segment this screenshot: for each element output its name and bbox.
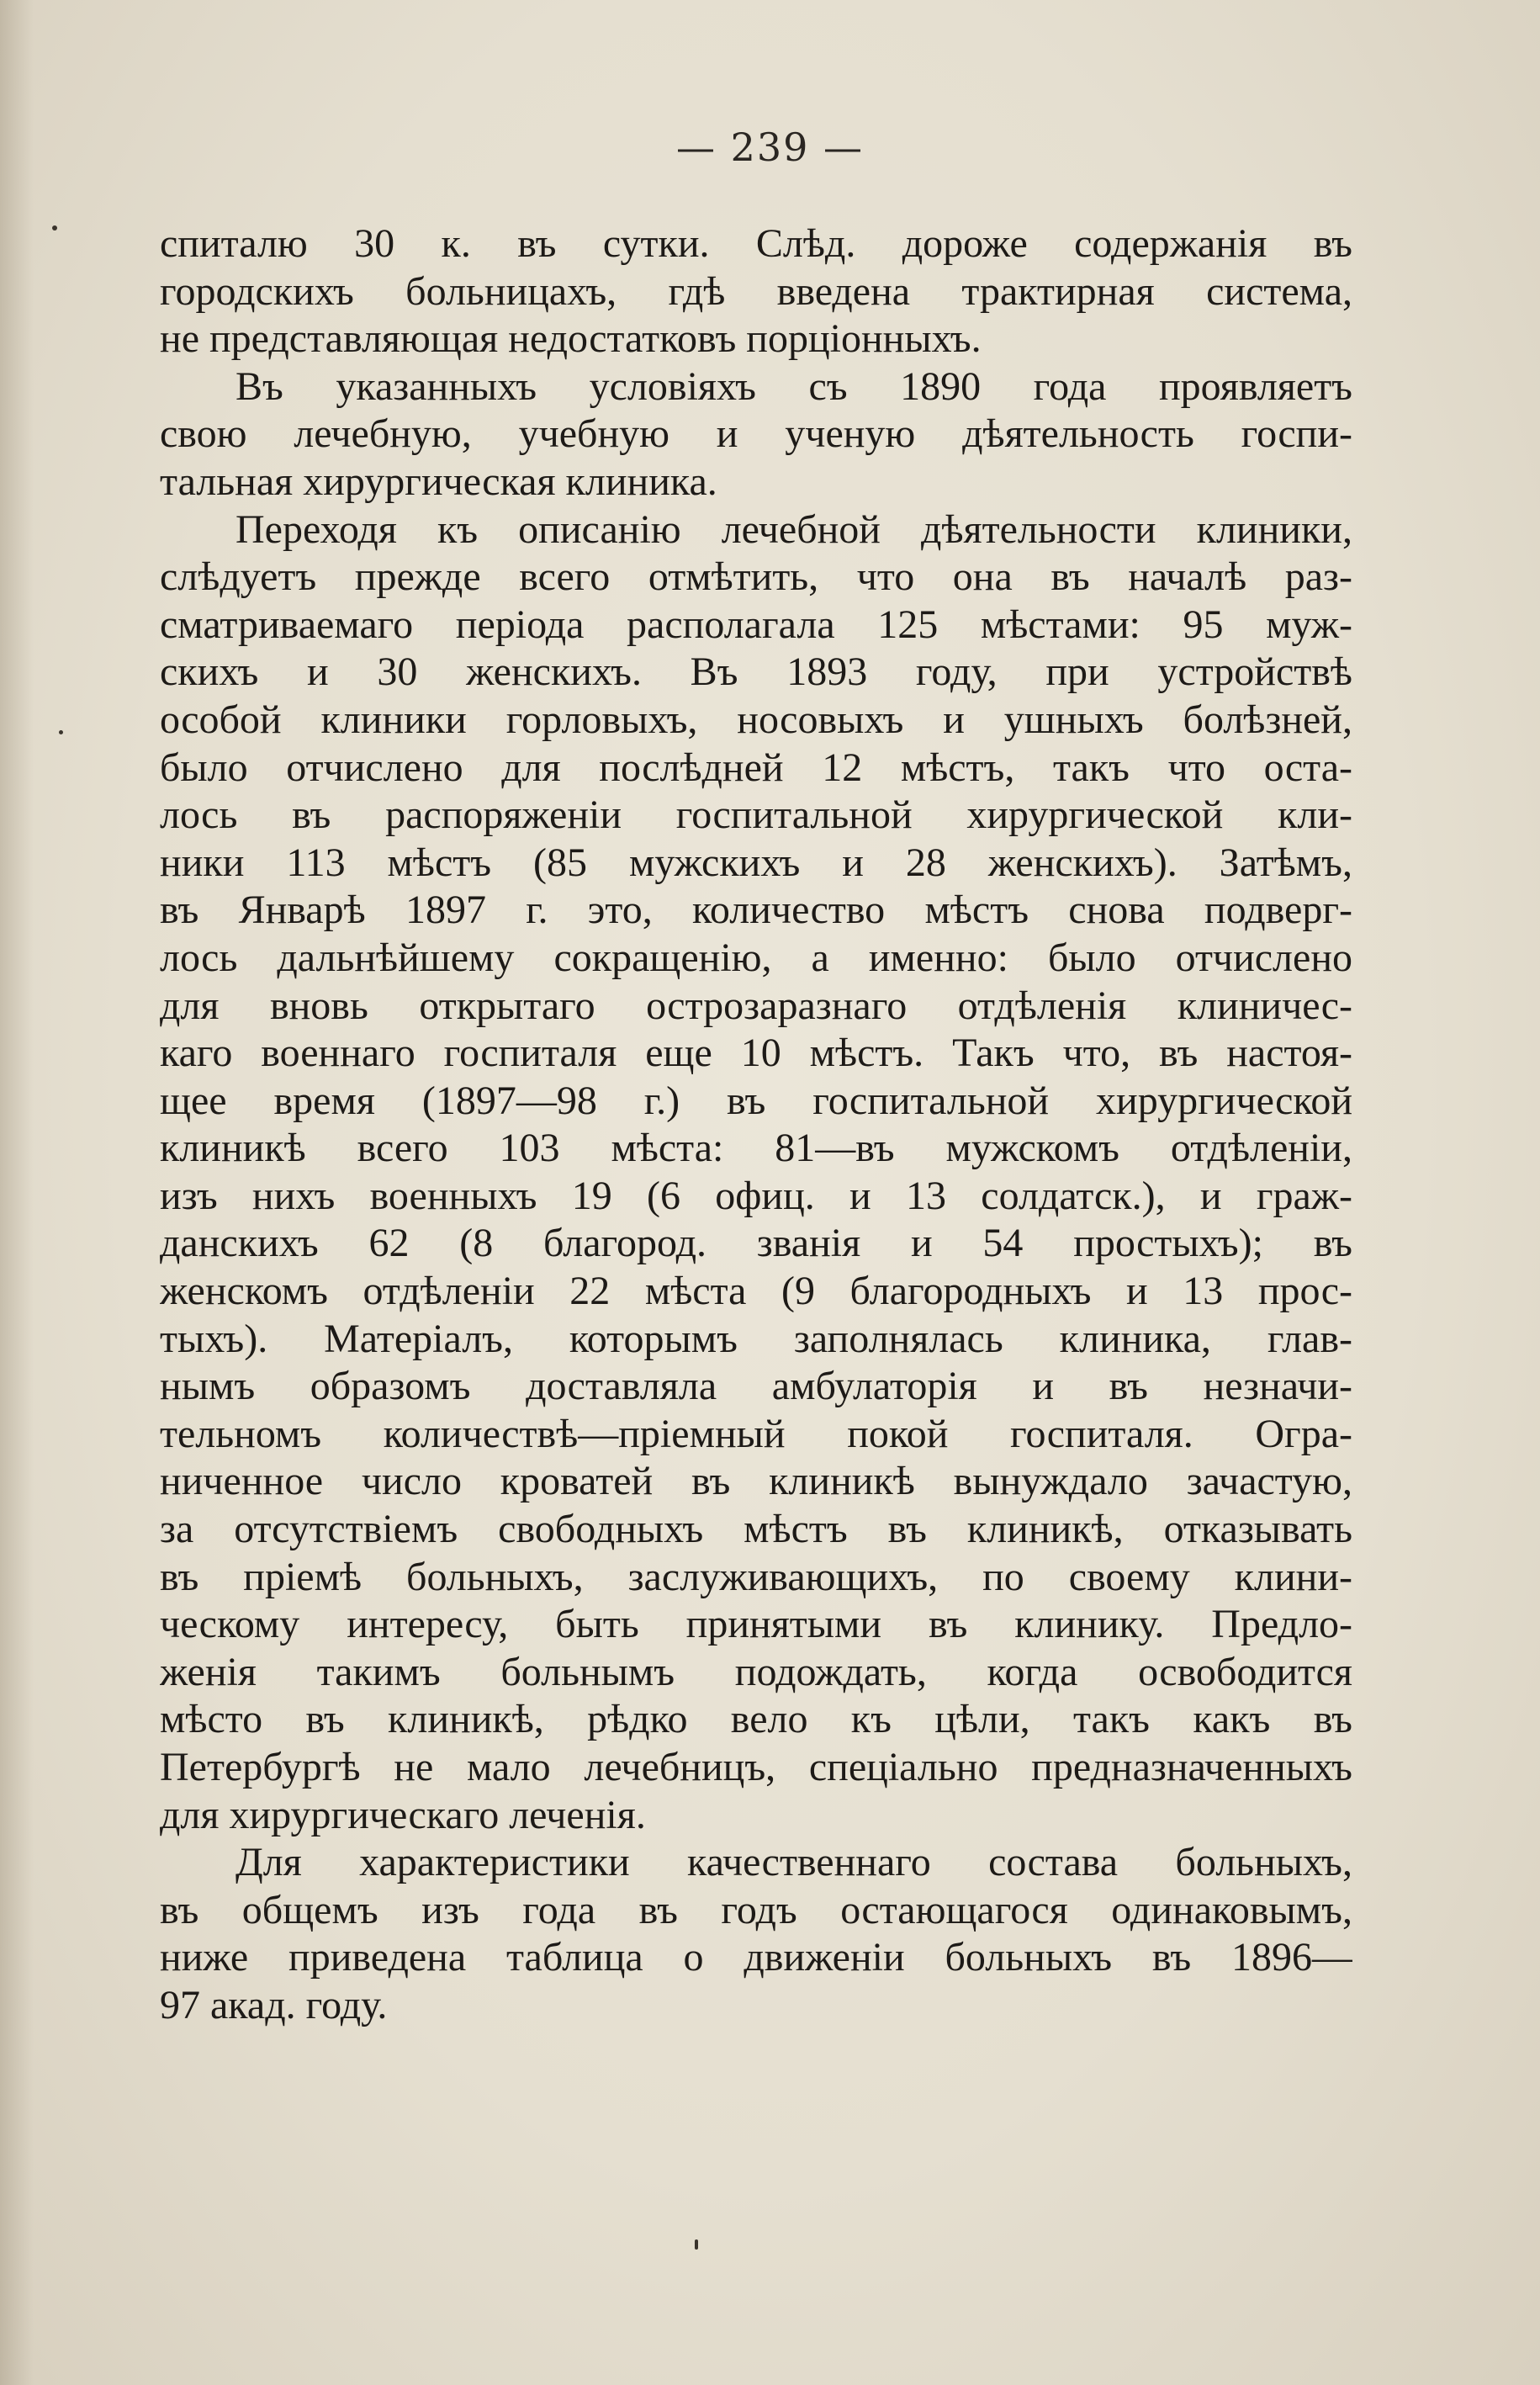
text-line: въ Январѣ 1897 г. это, количество мѣстъ снова подверг- — [160, 888, 1352, 933]
text-line: городскихъ больницахъ, гдѣ введена трактирная система, — [160, 268, 1352, 314]
text-line: данскихъ 62 (8 благород. званія и 54 простыхъ); въ — [160, 1221, 1352, 1266]
text-line: мѣсто въ клиникѣ, рѣдко вело къ цѣли, такъ какъ въ — [160, 1697, 1352, 1742]
text-line: ческому интересу, быть принятыми въ клинику. Предло- — [160, 1602, 1352, 1647]
text-line: сматриваемаго періода располагала 125 мѣстами: 95 муж- — [160, 602, 1352, 647]
text-line: женія такимъ больнымъ подождать, когда освободится — [160, 1649, 1352, 1694]
text-line: скихъ и 30 женскихъ. Въ 1893 году, при устройствѣ — [160, 649, 1352, 695]
text-line: ниченное число кроватей въ клиникѣ вынуждало зачастую, — [160, 1459, 1352, 1504]
text-line: Переходя къ описанію лечебной дѣятельности клиники, — [235, 506, 1352, 552]
text-line: въ общемъ изъ года въ годъ остающагося одинаковымъ, — [160, 1887, 1352, 1932]
text-line: Для характеристики качественнаго состава больныхъ, — [235, 1840, 1352, 1885]
paragraph — [160, 363, 1352, 506]
text-line: тыхъ). Матеріалъ, которымъ заполнялась клиника, глав- — [160, 1316, 1352, 1361]
text-line: свою лечебную, учебную и ученую дѣятельность госпи- — [160, 411, 1352, 457]
paper-speck — [59, 730, 63, 734]
text-line: 97 акад. году. — [160, 1982, 388, 2027]
text-line: Въ указанныхъ условіяхъ съ 1890 года проявляетъ — [235, 363, 1352, 409]
text-line: ники 113 мѣстъ (85 мужскихъ и 28 женскихъ). Затѣмъ, — [160, 840, 1352, 885]
text-line: слѣдуетъ прежде всего отмѣтить, что она въ началѣ раз- — [160, 554, 1352, 600]
text-line: клиникѣ всего 103 мѣста: 81—въ мужскомъ отдѣленіи, — [160, 1126, 1352, 1171]
text-line: нымъ образомъ доставляла амбулаторія и въ незначи- — [160, 1364, 1352, 1409]
paragraph — [160, 220, 1352, 363]
text-line: для вновь открытаго острозаразнаго отдѣленія клиничес- — [160, 983, 1352, 1028]
text-line: женскомъ отдѣленіи 22 мѣста (9 благородныхъ и 13 прос- — [160, 1269, 1352, 1314]
text-line: за отсутствіемъ свободныхъ мѣстъ въ клиникѣ, отказывать — [160, 1507, 1352, 1552]
text-line: тальная хирургическая клиника. — [160, 458, 717, 504]
text-line: Петербургѣ не мало лечебницъ, спеціально предназначенныхъ — [160, 1745, 1352, 1789]
body-text — [160, 220, 1352, 2030]
text-line: лось въ распоряженіи госпитальной хирургической кли- — [160, 792, 1352, 838]
text-line: спиталю 30 к. въ сутки. Слѣд. дороже содержанія въ — [160, 221, 1352, 266]
text-line: для хирургическаго леченія. — [160, 1792, 646, 1837]
text-line: было отчислено для послѣдней 12 мѣстъ, такъ что оста- — [160, 745, 1352, 790]
text-line: лось дальнѣйшему сокращенію, а именно: было отчислено — [160, 935, 1352, 980]
paragraph — [160, 506, 1352, 1840]
text-line: не представляющая недостатковъ порціонныхъ. — [160, 316, 982, 362]
paper-speck — [52, 225, 57, 231]
text-line: въ пріемѣ больныхъ, заслуживающихъ, по своему клини- — [160, 1554, 1352, 1599]
text-line: особой клиники горловыхъ, носовыхъ и ушныхъ болѣзней, — [160, 697, 1352, 742]
paragraph — [160, 1839, 1352, 2029]
text-line: щее время (1897—98 г.) въ госпитальной хирургической — [160, 1078, 1352, 1123]
text-line: тельномъ количествѣ—пріемный покой госпиталя. Огра- — [160, 1411, 1352, 1456]
page-edge-shadow — [0, 0, 34, 2385]
paper-speck — [695, 2239, 698, 2250]
text-line: ниже приведена таблица о движеніи больныхъ въ 1896— — [160, 1935, 1352, 1980]
text-line: каго военнаго госпиталя еще 10 мѣстъ. Такъ что, въ настоя- — [160, 1031, 1352, 1076]
page-number: — 239 — — [675, 125, 865, 170]
text-line: изъ нихъ военныхъ 19 (6 офиц. и 13 солдатск.), и граж- — [160, 1173, 1352, 1218]
